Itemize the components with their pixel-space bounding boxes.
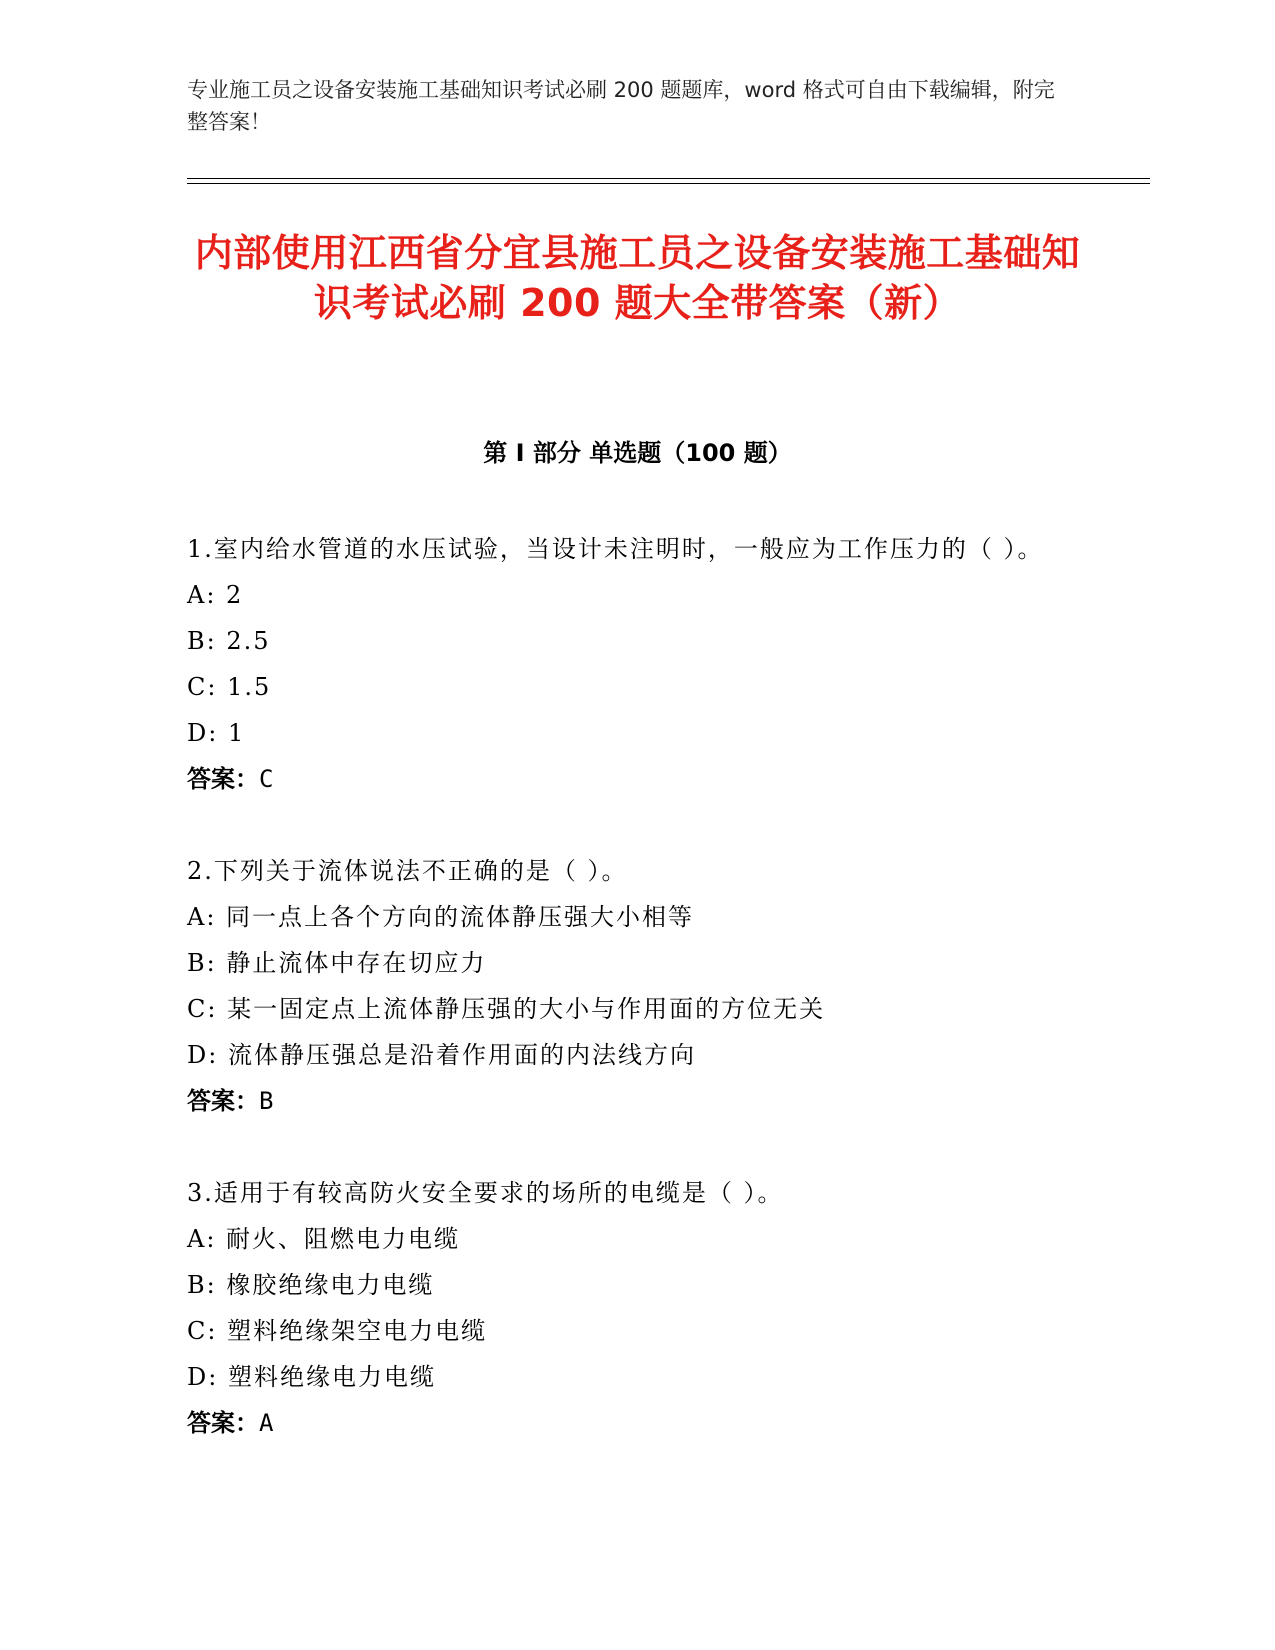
option-b: B: 静止流体中存在切应力 (187, 949, 487, 977)
section-title: 第 I 部分 单选题（100 题） (483, 439, 792, 467)
option-a: A: 耐火、阻燃电力电缆 (187, 1225, 461, 1253)
question-list (187, 526, 1077, 1492)
question-1 (187, 526, 1077, 802)
question-stem: 3.适用于有较高防火安全要求的场所的电缆是（ ）。 (187, 1179, 784, 1207)
option-b: B: 橡胶绝缘电力电缆 (187, 1271, 435, 1299)
option-d: D: 流体静压强总是沿着作用面的内法线方向 (187, 1041, 696, 1069)
header-divider-top (187, 178, 1150, 179)
answer-label: 答案： (187, 765, 259, 793)
answer-label: 答案： (187, 1087, 259, 1115)
answer-value: B (259, 1087, 274, 1115)
document-title: 内部使用江西省分宜县施工员之设备安装施工基础知识考试必刷 200 题大全带答案（新） (194, 231, 1081, 325)
answer-line (187, 756, 1077, 802)
option-d: D: 1 (187, 719, 246, 747)
option-a: A: 同一点上各个方向的流体静压强大小相等 (187, 903, 695, 931)
option-a: A: 2 (187, 581, 244, 609)
option-c: C: 塑料绝缘架空电力电缆 (187, 1317, 488, 1345)
question-2 (187, 848, 1077, 1124)
header-note: 专业施工员之设备安装施工基础知识考试必刷 200 题题库，word 格式可自由下载编辑，附完整答案！ (187, 78, 1055, 134)
answer-value: C (259, 765, 274, 793)
option-b: B: 2.5 (187, 627, 271, 655)
answer-value: A (259, 1409, 274, 1437)
question-3 (187, 1170, 1077, 1446)
option-d: D: 塑料绝缘电力电缆 (187, 1363, 436, 1391)
header-divider-bottom (187, 183, 1150, 184)
answer-line (187, 1400, 1077, 1446)
option-c: C: 1.5 (187, 673, 272, 701)
option-c: C: 某一固定点上流体静压强的大小与作用面的方位无关 (187, 995, 826, 1023)
answer-line (187, 1078, 1077, 1124)
answer-label: 答案： (187, 1409, 259, 1437)
question-stem: 1.室内给水管道的水压试验，当设计未注明时，一般应为工作压力的（ ）。 (187, 535, 1044, 563)
question-stem: 2.下列关于流体说法不正确的是（ ）。 (187, 857, 628, 885)
